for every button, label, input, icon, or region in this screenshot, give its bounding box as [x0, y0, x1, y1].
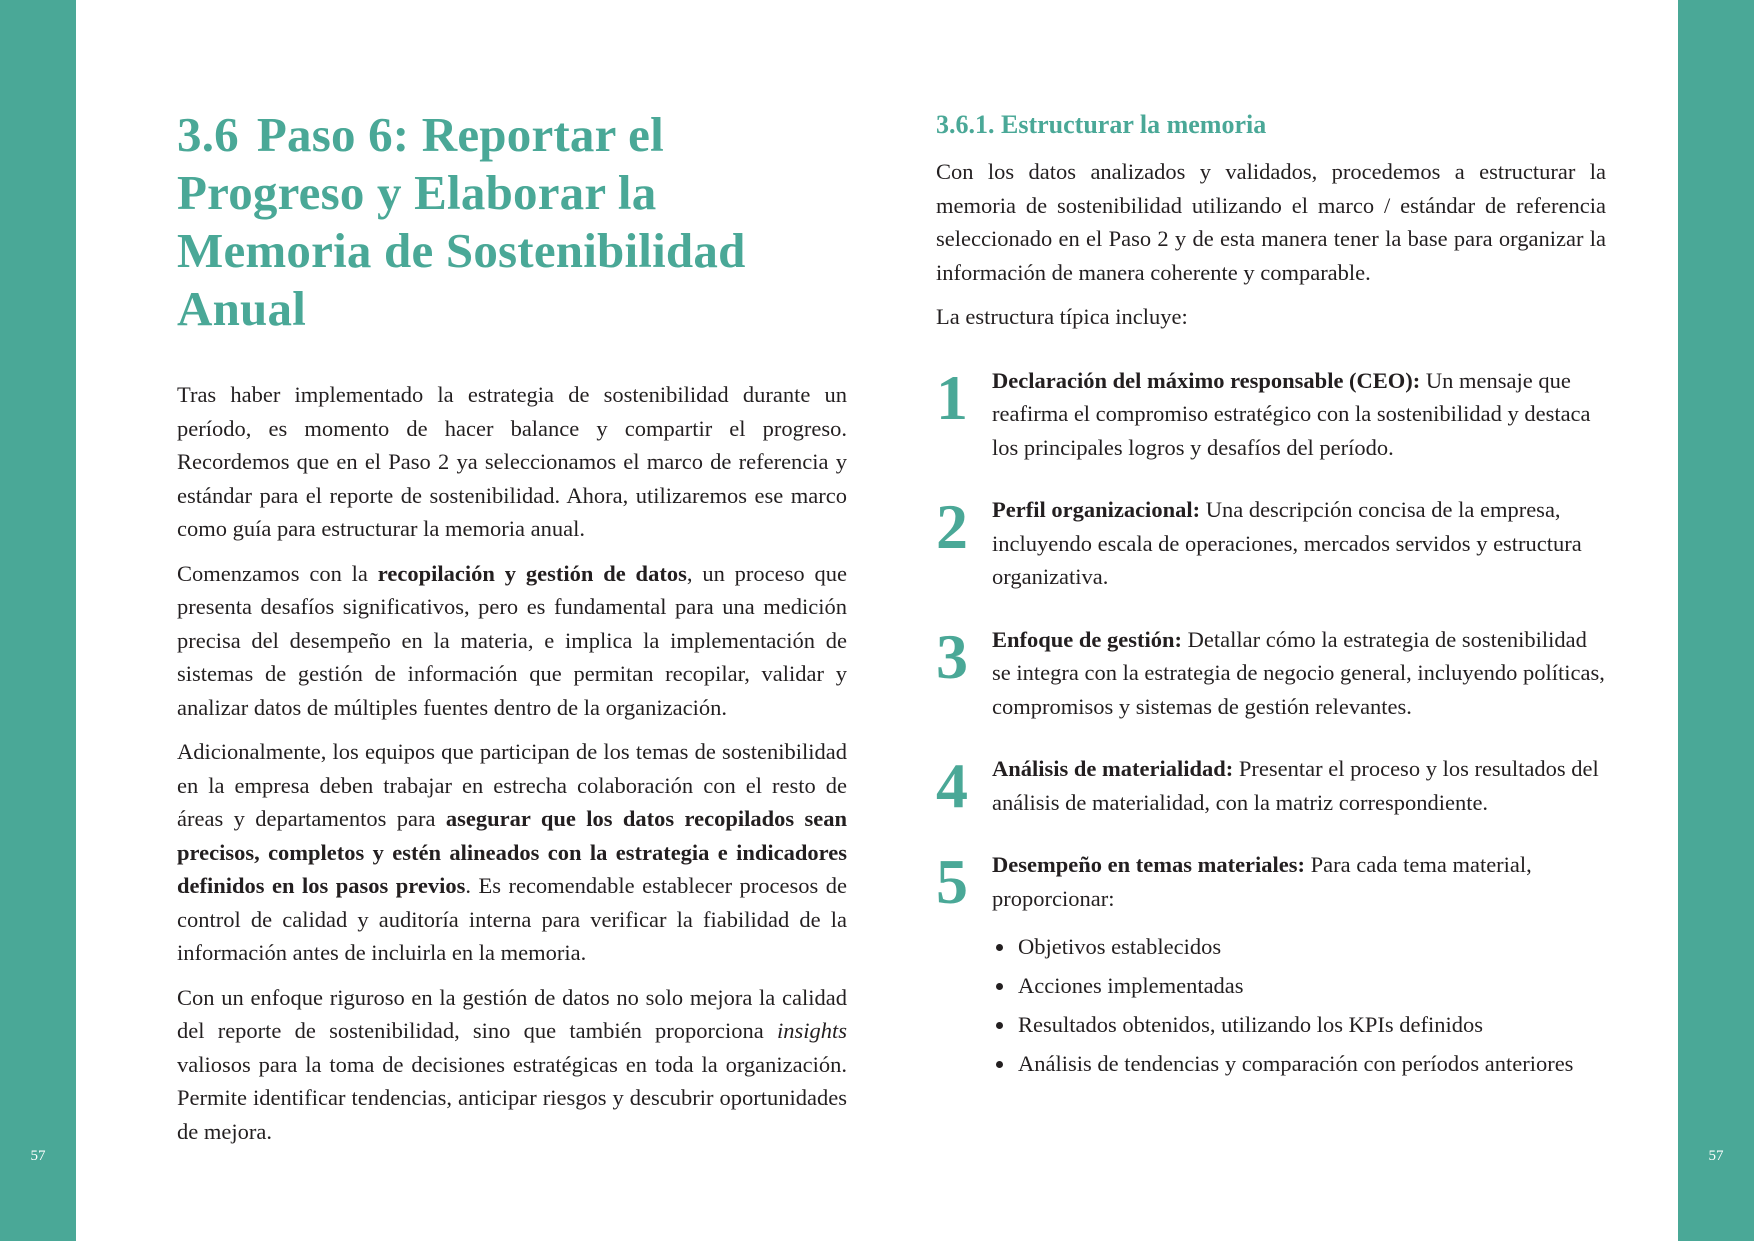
item-content: Análisis de materialidad: Presentar el proceso y los resultados del análisis de materialidad, con la matriz correspondiente. [992, 756, 1599, 815]
item-content: Desempeño en temas materiales: Para cada tema material, proporcionar: Objetivos establecidos Acciones implementadas Resultados obtenidos, utilizando los KPIs definidos Análisis de tendencias y comparación con períodos anteriores [992, 848, 1606, 1083]
subsection-title: 3.6.1. Estructurar la memoria [936, 110, 1267, 139]
item-content: Perfil organizacional: Una descripción concisa de la empresa, incluyendo escala de operaciones, mercados servidos y estructura organizativa. [992, 497, 1582, 589]
paragraph-collaboration: Adicionalmente, los equipos que participan de los temas de sostenibilidad en la empresa deben trabajar en estrecha colaboración con el resto de áreas y departamentos para asegurar que los datos recopilados sean precisos, completos y estén alineados con la estrategia e indicadores definidos en los pasos previos. Es recomendable establecer procesos de control de calidad y auditoría interna para verificar la fiabilidad de la información antes de incluirla en la memoria. [177, 739, 848, 965]
paragraph-insights: Con un enfoque riguroso en la gestión de datos no solo mejora la calidad del reporte de sostenibilidad, sino que también proporciona insights valiosos para la toma de decisiones estratégicas en toda la organización. Permite identificar tendencias, anticipar riesgos y descubrir oportunidades de mejora. [177, 984, 847, 1144]
page-number-right: 57 [1708, 1148, 1724, 1164]
section-title-text: Paso 6: Reportar el Progreso y Elaborar la Memoria de Sostenibilidad Anual [177, 107, 746, 336]
structure-item-4 [936, 752, 1606, 819]
item-number: 1 [936, 361, 968, 433]
page-number-left: 57 [30, 1148, 46, 1164]
right-column [936, 110, 1606, 1112]
item-content: Declaración del máximo responsable (CEO): Un mensaje que reafirma el compromiso estratégico con la sostenibilidad y destaca los principales logros y desafíos del período. [992, 367, 1591, 460]
left-column [177, 106, 847, 1159]
structure-lead: La estructura típica incluye: [936, 304, 1188, 329]
structure-item-2 [936, 493, 1606, 594]
page-title [177, 106, 847, 338]
material-topics-list [992, 927, 1606, 1083]
structure-item-1 [936, 361, 1606, 465]
paragraph-intro: Tras haber implementado la estrategia de sostenibilidad durante un período, es momento de hacer balance y compartir el progreso. Recordemos que en el Paso 2 ya seleccionamos el marco de referencia y estándar para el reporte de sostenibilidad. Ahora, utilizaremos ese marco como guía para estructurar la memoria anual. [177, 382, 847, 541]
structure-item-5 [936, 848, 1606, 1083]
list-item: Análisis de tendencias y comparación con períodos anteriores [992, 1044, 1606, 1083]
item-content: Enfoque de gestión: Detallar cómo la estrategia de sostenibilidad se integra con la estrategia de negocio general, incluyendo políticas, compromisos y sistemas de gestión relevantes. [992, 626, 1605, 719]
section-number: 3.6 [177, 107, 239, 162]
right-margin-band [1678, 0, 1754, 1241]
list-item: Resultados obtenidos, utilizando los KPIs definidos [992, 1005, 1606, 1044]
item-number: 5 [936, 846, 968, 917]
item-number: 3 [936, 620, 968, 692]
item-number: 4 [936, 750, 968, 821]
item-number: 2 [936, 491, 968, 562]
list-item: Acciones implementadas [992, 966, 1606, 1005]
subsection-intro: Con los datos analizados y validados, procedemos a estructurar la memoria de sostenibilidad utilizando el marco / estándar de referencia seleccionado en el Paso 2 y de esta manera tener la base para organizar la información de manera coherente y comparable. [936, 159, 1606, 285]
structure-item-3 [936, 620, 1606, 724]
left-margin-band [0, 0, 76, 1241]
list-item: Objetivos establecidos [992, 927, 1606, 966]
paragraph-data-collection: Comenzamos con la recopilación y gestión de datos, un proceso que presenta desafíos significativos, pero es fundamental para una medición precisa del desempeño en la materia, e implica la implementación de sistemas de gestión de información que permitan recopilar, validar y analizar datos de múltiples fuentes dentro de la organización. [177, 560, 847, 720]
